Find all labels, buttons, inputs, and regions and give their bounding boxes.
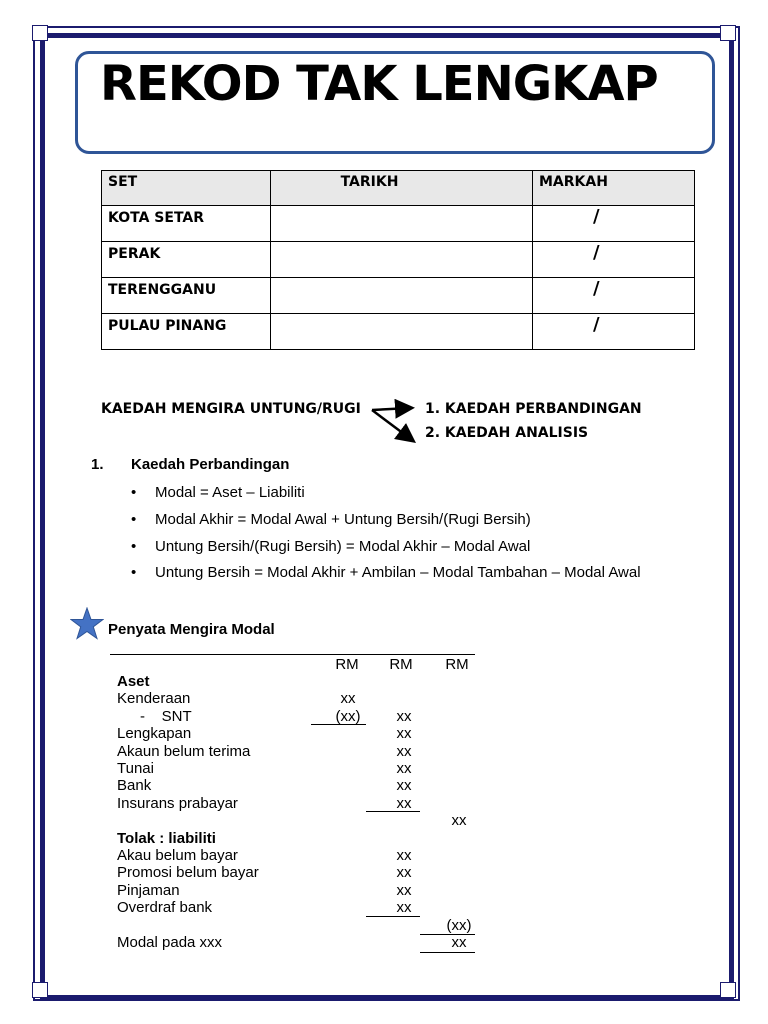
tarikh-cell[interactable] [271,278,533,314]
methods-label: KAEDAH MENGIRA UNTUNG/RUGI [101,401,361,417]
statement-amount: xx [396,760,412,777]
method-option-2: 2. KAEDAH ANALISIS [425,425,589,441]
statement-row-label: Promosi belum bayar [117,864,259,881]
statement-row-label: Bank [117,777,152,794]
statement-amount: (xx) [335,708,361,725]
statement-row-label: - SNT [140,708,192,725]
tarikh-cell[interactable] [271,314,533,350]
markah-cell[interactable]: / [533,314,695,350]
corner-ornament [720,25,736,41]
statement-amount: xx [396,725,412,742]
rule-line [420,952,475,953]
tarikh-cell[interactable] [271,242,533,278]
set-name: KOTA SETAR [102,206,271,242]
statement-row-label: Akau belum bayar [117,847,238,864]
statement-amount: xx [396,882,412,899]
tarikh-cell[interactable] [271,206,533,242]
page-title: REKOD TAK LENGKAP [100,56,658,112]
markah-cell[interactable]: / [533,278,695,314]
statement-amount: xx [396,777,412,794]
statement-row-label: Tolak : liabiliti [117,830,216,847]
formula-item: • Untung Bersih/(Rugi Bersih) = Modal Akhir – Modal Awal [155,538,530,555]
rule-line [366,811,420,812]
statement-row-label: Modal pada xxx [117,934,223,951]
statement-row-label: Insurans prabayar [117,795,238,812]
corner-ornament [32,25,48,41]
statement-amount: xx [396,899,412,916]
statement-amount: xx [396,708,412,725]
statement-row-label: Aset [117,673,150,690]
statement-row-label: Tunai [117,760,154,777]
formula-item: • Untung Bersih = Modal Akhir + Ambilan – Modal Tambahan – Modal Awal [155,564,641,581]
statement-title: Penyata Mengira Modal [108,621,275,638]
statement-amount: xx [451,934,467,951]
statement-amount: xx [396,847,412,864]
col-header: RM [445,656,469,673]
statement-amount: xx [396,743,412,760]
rule-line [110,654,475,655]
set-name: PULAU PINANG [102,314,271,350]
statement-amount: xx [451,812,467,829]
rule-line [366,916,420,917]
rule-line [420,934,475,935]
sets-table [101,170,695,350]
statement-amount: (xx) [446,917,472,934]
col-header: RM [335,656,359,673]
statement-amount: xx [396,864,412,881]
set-name: PERAK [102,242,271,278]
header-tarikh: TARIKH [271,171,533,206]
header-markah: MARKAH [533,171,695,206]
star-icon [70,607,104,641]
markah-cell[interactable]: / [533,242,695,278]
statement-row-label: Overdraf bank [117,899,213,916]
corner-ornament [32,982,48,998]
formula-item: • Modal = Aset – Liabiliti [155,484,305,501]
markah-cell[interactable]: / [533,206,695,242]
col-header: RM [389,656,413,673]
set-name: TERENGGANU [102,278,271,314]
arrows-icon [368,398,424,450]
rule-line [311,724,366,725]
corner-ornament [720,982,736,998]
statement-amount: xx [396,795,412,812]
statement-row-label: Akaun belum terima [117,743,251,760]
table-row [102,242,695,278]
statement-amount: xx [340,690,356,707]
table-row [102,278,695,314]
section-number: 1. [91,456,104,473]
statement-row-label: Pinjaman [117,882,180,899]
statement-row-label: Kenderaan [117,690,191,707]
section-title: Kaedah Perbandingan [131,456,290,473]
header-set: SET [102,171,271,206]
table-header-row [102,171,695,206]
formula-item: • Modal Akhir = Modal Awal + Untung Bersih/(Rugi Bersih) [155,511,531,528]
method-option-1: 1. KAEDAH PERBANDINGAN [425,401,642,417]
statement-row-label: Lengkapan [117,725,192,742]
table-row [102,314,695,350]
table-row [102,206,695,242]
